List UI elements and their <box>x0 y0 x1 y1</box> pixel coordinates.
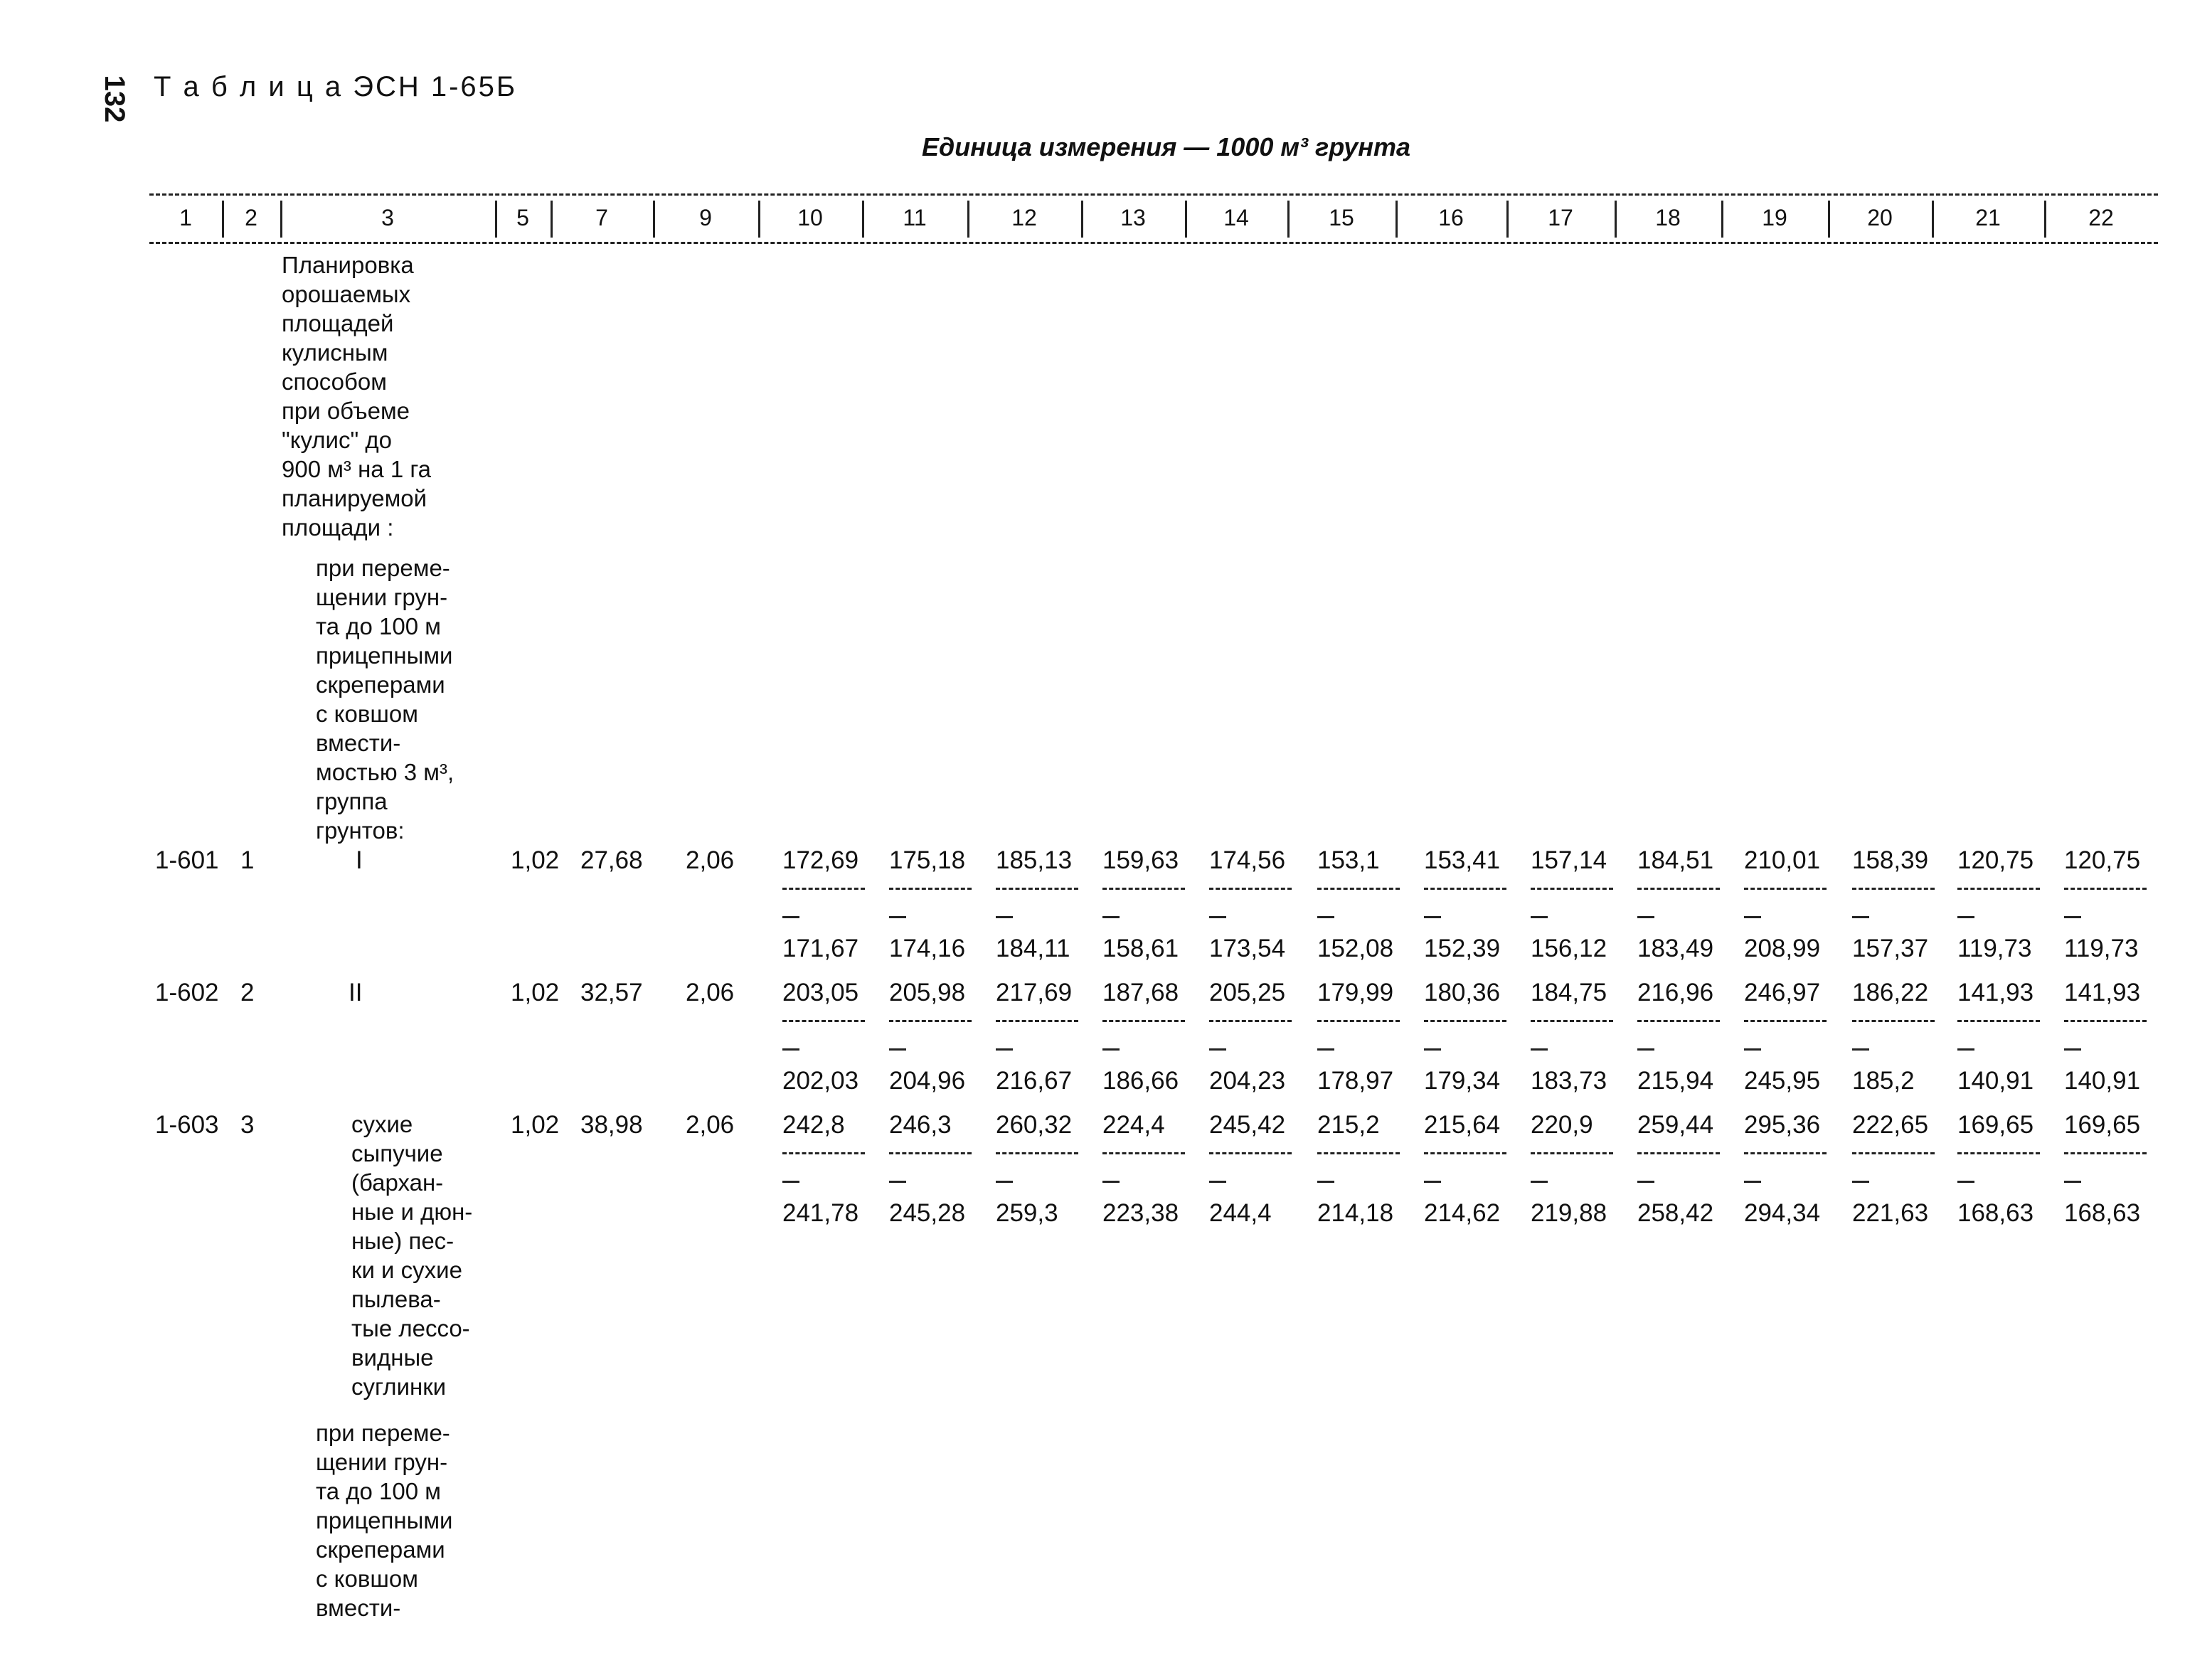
cost-bottom-value: 245,95 <box>1744 1067 1821 1095</box>
header-col-18: 18 <box>1655 205 1681 230</box>
fraction-minus <box>1424 1181 1441 1183</box>
fraction-dash <box>2064 1020 2147 1022</box>
row-code: 1-602 <box>155 979 219 1006</box>
cost-top-value: 174,56 <box>1209 846 1286 874</box>
cost-top-value: 187,68 <box>1102 979 1179 1006</box>
col-9-value: 2,06 <box>686 1111 735 1139</box>
fraction-dash <box>1209 1020 1292 1022</box>
fraction-minus <box>996 1048 1013 1051</box>
cost-top-value: 153,41 <box>1424 846 1501 874</box>
fraction-dash <box>1957 1152 2040 1154</box>
fraction-dash <box>782 888 865 890</box>
header-separator <box>653 201 655 238</box>
col-9-value: 2,06 <box>686 846 735 874</box>
cost-bottom-value: 173,54 <box>1209 935 1286 962</box>
cost-bottom-value: 174,16 <box>889 935 966 962</box>
cost-bottom-value: 186,66 <box>1102 1067 1179 1095</box>
fraction-dash <box>1957 1020 2040 1022</box>
col-5-value: 1,02 <box>511 979 560 1006</box>
cost-top-value: 153,1 <box>1317 846 1380 874</box>
cost-bottom-value: 152,39 <box>1424 935 1501 962</box>
fraction-minus <box>2064 1048 2081 1051</box>
header-bottom-line <box>149 242 2158 244</box>
fraction-minus <box>1637 1181 1654 1183</box>
row-code: 1-601 <box>155 846 219 874</box>
cost-top-value: 186,22 <box>1852 979 1929 1006</box>
header-separator <box>222 201 224 238</box>
header-separator <box>495 201 497 238</box>
cost-bottom-value: 119,73 <box>1957 935 2032 962</box>
soil-group: сухие сыпучие (бархан- ные и дюн- ные) пес- ки и сухие пылева- тые лессо- видные суглинки <box>351 1111 473 1400</box>
fraction-minus <box>1209 916 1226 918</box>
fraction-dash <box>996 1020 1078 1022</box>
fraction-dash <box>996 888 1078 890</box>
work-description: Планировка орошаемых площадей кулисным способом при объеме "кулис" до 900 м³ на 1 га планируемой площади : <box>282 252 432 541</box>
fraction-minus <box>1102 1048 1120 1051</box>
fraction-dash <box>1209 1152 1292 1154</box>
fraction-dash <box>1637 1020 1720 1022</box>
fraction-minus <box>996 916 1013 918</box>
fraction-dash <box>889 1020 972 1022</box>
soil-group: II <box>349 979 363 1006</box>
fraction-dash <box>2064 1152 2147 1154</box>
cost-bottom-value: 294,34 <box>1744 1199 1821 1227</box>
cost-top-value: 224,4 <box>1102 1111 1165 1139</box>
header-separator <box>1395 201 1398 238</box>
cost-bottom-value: 214,18 <box>1317 1199 1394 1227</box>
cost-top-value: 295,36 <box>1744 1111 1821 1139</box>
fraction-minus <box>1424 916 1441 918</box>
header-separator <box>551 201 553 238</box>
row-number: 2 <box>240 979 255 1006</box>
cost-top-value: 157,14 <box>1531 846 1607 874</box>
header-separator <box>1828 201 1830 238</box>
fraction-dash <box>996 1152 1078 1154</box>
fraction-dash <box>1317 1020 1400 1022</box>
cost-top-value: 242,8 <box>782 1111 845 1139</box>
cost-bottom-value: 245,28 <box>889 1199 966 1227</box>
header-separator <box>758 201 760 238</box>
header-col-3: 3 <box>381 205 394 230</box>
cost-bottom-value: 178,97 <box>1317 1067 1394 1095</box>
header-col-2: 2 <box>245 205 257 230</box>
fraction-minus <box>2064 916 2081 918</box>
cost-top-value: 215,2 <box>1317 1111 1380 1139</box>
fraction-minus <box>1317 916 1334 918</box>
fraction-dash <box>1852 1152 1935 1154</box>
cost-bottom-value: 157,37 <box>1852 935 1929 962</box>
soil-group: I <box>356 846 363 874</box>
fraction-dash <box>1317 888 1400 890</box>
fraction-minus <box>889 1048 906 1051</box>
col-7-value: 27,68 <box>580 846 643 874</box>
cost-bottom-value: 185,2 <box>1852 1067 1915 1095</box>
cost-bottom-value: 140,91 <box>1957 1067 2034 1095</box>
cost-top-value: 169,65 <box>1957 1111 2034 1139</box>
fraction-minus <box>1744 916 1761 918</box>
fraction-dash <box>1209 888 1292 890</box>
row-number: 3 <box>240 1111 255 1139</box>
cost-top-value: 141,93 <box>2064 979 2141 1006</box>
cost-top-value: 245,42 <box>1209 1111 1286 1139</box>
header-col-11: 11 <box>903 205 927 230</box>
header-separator <box>2044 201 2046 238</box>
cost-bottom-value: 244,4 <box>1209 1199 1272 1227</box>
fraction-dash <box>1531 1020 1613 1022</box>
cost-top-value: 184,51 <box>1637 846 1714 874</box>
header-separator <box>280 201 282 238</box>
cost-top-value: 203,05 <box>782 979 859 1006</box>
cost-top-value: 159,63 <box>1102 846 1179 874</box>
cost-top-value: 215,64 <box>1424 1111 1501 1139</box>
fraction-minus <box>1957 916 1974 918</box>
fraction-minus <box>889 1181 906 1183</box>
table-header <box>149 196 2158 239</box>
fraction-dash <box>1852 1020 1935 1022</box>
cost-bottom-value: 241,78 <box>782 1199 859 1227</box>
cost-top-value: 169,65 <box>2064 1111 2141 1139</box>
fraction-minus <box>1102 916 1120 918</box>
fraction-minus <box>1531 1048 1548 1051</box>
header-col-7: 7 <box>595 205 608 230</box>
cost-bottom-value: 184,11 <box>996 935 1070 962</box>
fraction-minus <box>1852 1048 1869 1051</box>
fraction-minus <box>1744 1181 1761 1183</box>
fraction-dash <box>1102 888 1185 890</box>
page-number: 132 <box>99 75 130 123</box>
header-col-13: 13 <box>1120 205 1146 230</box>
cost-bottom-value: 204,23 <box>1209 1067 1286 1095</box>
cost-top-value: 210,01 <box>1744 846 1821 874</box>
fraction-minus <box>1209 1181 1226 1183</box>
cost-bottom-value: 202,03 <box>782 1067 859 1095</box>
fraction-minus <box>1531 916 1548 918</box>
fraction-dash <box>1531 888 1613 890</box>
cost-bottom-value: 258,42 <box>1637 1199 1714 1227</box>
cost-top-value: 217,69 <box>996 979 1073 1006</box>
header-separator <box>1081 201 1083 238</box>
cost-bottom-value: 183,49 <box>1637 935 1714 962</box>
header-separator <box>967 201 969 238</box>
cost-top-value: 141,93 <box>1957 979 2034 1006</box>
cost-bottom-value: 140,91 <box>2064 1067 2141 1095</box>
fraction-minus <box>782 1181 799 1183</box>
fraction-minus <box>1209 1048 1226 1051</box>
header-separator <box>1932 201 1934 238</box>
unit-caption: Единица измерения — 1000 м³ грунта <box>922 132 1411 161</box>
fraction-dash <box>1637 1152 1720 1154</box>
fraction-minus <box>1957 1048 1974 1051</box>
cost-top-value: 216,96 <box>1637 979 1714 1006</box>
cost-top-value: 246,3 <box>889 1111 952 1139</box>
fraction-minus <box>1317 1048 1334 1051</box>
header-col-9: 9 <box>699 205 712 230</box>
cost-top-value: 175,18 <box>889 846 966 874</box>
cost-top-value: 120,75 <box>1957 846 2034 874</box>
fraction-dash <box>1957 888 2040 890</box>
header-col-14: 14 <box>1223 205 1249 230</box>
cost-bottom-value: 204,96 <box>889 1067 966 1095</box>
header-col-19: 19 <box>1762 205 1787 230</box>
fraction-minus <box>782 916 799 918</box>
fraction-minus <box>1637 916 1654 918</box>
header-col-15: 15 <box>1329 205 1354 230</box>
fraction-dash <box>1102 1152 1185 1154</box>
fraction-minus <box>1852 916 1869 918</box>
cost-top-value: 120,75 <box>2064 846 2141 874</box>
cost-top-value: 180,36 <box>1424 979 1501 1006</box>
cost-top-value: 205,25 <box>1209 979 1286 1006</box>
cost-top-value: 184,75 <box>1531 979 1607 1006</box>
fraction-dash <box>782 1020 865 1022</box>
work-subdescription: при переме- щении грун- та до 100 м прицепными скреперами с ковшом вмести- мостью 3 м³, группа грунтов: <box>316 555 454 844</box>
cost-top-value: 260,32 <box>996 1111 1073 1139</box>
header-separator <box>1287 201 1290 238</box>
cost-bottom-value: 216,67 <box>996 1067 1073 1095</box>
fraction-minus <box>1852 1181 1869 1183</box>
header-col-16: 16 <box>1438 205 1464 230</box>
fraction-minus <box>1102 1181 1120 1183</box>
cost-top-value: 179,99 <box>1317 979 1394 1006</box>
fraction-minus <box>782 1048 799 1051</box>
header-separator <box>1615 201 1617 238</box>
fraction-dash <box>1424 1152 1506 1154</box>
header-col-22: 22 <box>2088 205 2114 230</box>
cost-bottom-value: 179,34 <box>1424 1067 1501 1095</box>
fraction-dash <box>1424 1020 1506 1022</box>
fraction-dash <box>889 1152 972 1154</box>
fraction-dash <box>889 888 972 890</box>
fraction-minus <box>1317 1181 1334 1183</box>
cost-bottom-value: 214,62 <box>1424 1199 1501 1227</box>
cost-bottom-value: 168,63 <box>1957 1199 2034 1227</box>
fraction-dash <box>1637 888 1720 890</box>
col-9-value: 2,06 <box>686 979 735 1006</box>
cost-bottom-value: 156,12 <box>1531 935 1607 962</box>
header-col-17: 17 <box>1548 205 1573 230</box>
header-separator <box>1185 201 1187 238</box>
fraction-dash <box>2064 888 2147 890</box>
cost-top-value: 185,13 <box>996 846 1073 874</box>
col-5-value: 1,02 <box>511 1111 560 1139</box>
cost-bottom-value: 171,67 <box>782 935 859 962</box>
header-col-21: 21 <box>1975 205 2001 230</box>
fraction-minus <box>1424 1048 1441 1051</box>
cost-top-value: 246,97 <box>1744 979 1821 1006</box>
header-separator <box>1721 201 1723 238</box>
header-col-12: 12 <box>1011 205 1037 230</box>
fraction-minus <box>1637 1048 1654 1051</box>
header-top-line <box>149 193 2158 196</box>
header-col-10: 10 <box>797 205 823 230</box>
header-separator <box>862 201 864 238</box>
fraction-dash <box>1852 888 1935 890</box>
cost-top-value: 158,39 <box>1852 846 1929 874</box>
row-number: 1 <box>240 846 255 874</box>
fraction-minus <box>1957 1181 1974 1183</box>
fraction-minus <box>2064 1181 2081 1183</box>
header-col-1: 1 <box>179 205 192 230</box>
fraction-dash <box>1424 888 1506 890</box>
cost-top-value: 259,44 <box>1637 1111 1714 1139</box>
work-subdescription-next: при переме- щении грун- та до 100 м прицепными скреперами с ковшом вмести- <box>316 1420 453 1621</box>
header-col-20: 20 <box>1867 205 1893 230</box>
cost-bottom-value: 219,88 <box>1531 1199 1607 1227</box>
cost-bottom-value: 215,94 <box>1637 1067 1714 1095</box>
fraction-dash <box>1317 1152 1400 1154</box>
fraction-dash <box>782 1152 865 1154</box>
fraction-dash <box>1744 1020 1827 1022</box>
cost-bottom-value: 152,08 <box>1317 935 1394 962</box>
cost-bottom-value: 208,99 <box>1744 935 1821 962</box>
cost-top-value: 220,9 <box>1531 1111 1593 1139</box>
col-7-value: 38,98 <box>580 1111 643 1139</box>
fraction-minus <box>1744 1048 1761 1051</box>
fraction-dash <box>1531 1152 1613 1154</box>
cost-top-value: 205,98 <box>889 979 966 1006</box>
fraction-minus <box>889 916 906 918</box>
cost-bottom-value: 183,73 <box>1531 1067 1607 1095</box>
col-7-value: 32,57 <box>580 979 643 1006</box>
cost-bottom-value: 259,3 <box>996 1199 1058 1227</box>
table-title: Т а б л и ц а ЭСН 1-65Б <box>154 71 518 102</box>
cost-top-value: 172,69 <box>782 846 859 874</box>
header-col-5: 5 <box>516 205 529 230</box>
cost-bottom-value: 223,38 <box>1102 1199 1179 1227</box>
col-5-value: 1,02 <box>511 846 560 874</box>
cost-bottom-value: 168,63 <box>2064 1199 2141 1227</box>
fraction-minus <box>1531 1181 1548 1183</box>
fraction-dash <box>1744 1152 1827 1154</box>
row-code: 1-603 <box>155 1111 219 1139</box>
cost-bottom-value: 221,63 <box>1852 1199 1929 1227</box>
header-separator <box>1506 201 1509 238</box>
fraction-minus <box>996 1181 1013 1183</box>
fraction-dash <box>1102 1020 1185 1022</box>
cost-top-value: 222,65 <box>1852 1111 1929 1139</box>
cost-bottom-value: 158,61 <box>1102 935 1179 962</box>
fraction-dash <box>1744 888 1827 890</box>
cost-bottom-value: 119,73 <box>2064 935 2139 962</box>
